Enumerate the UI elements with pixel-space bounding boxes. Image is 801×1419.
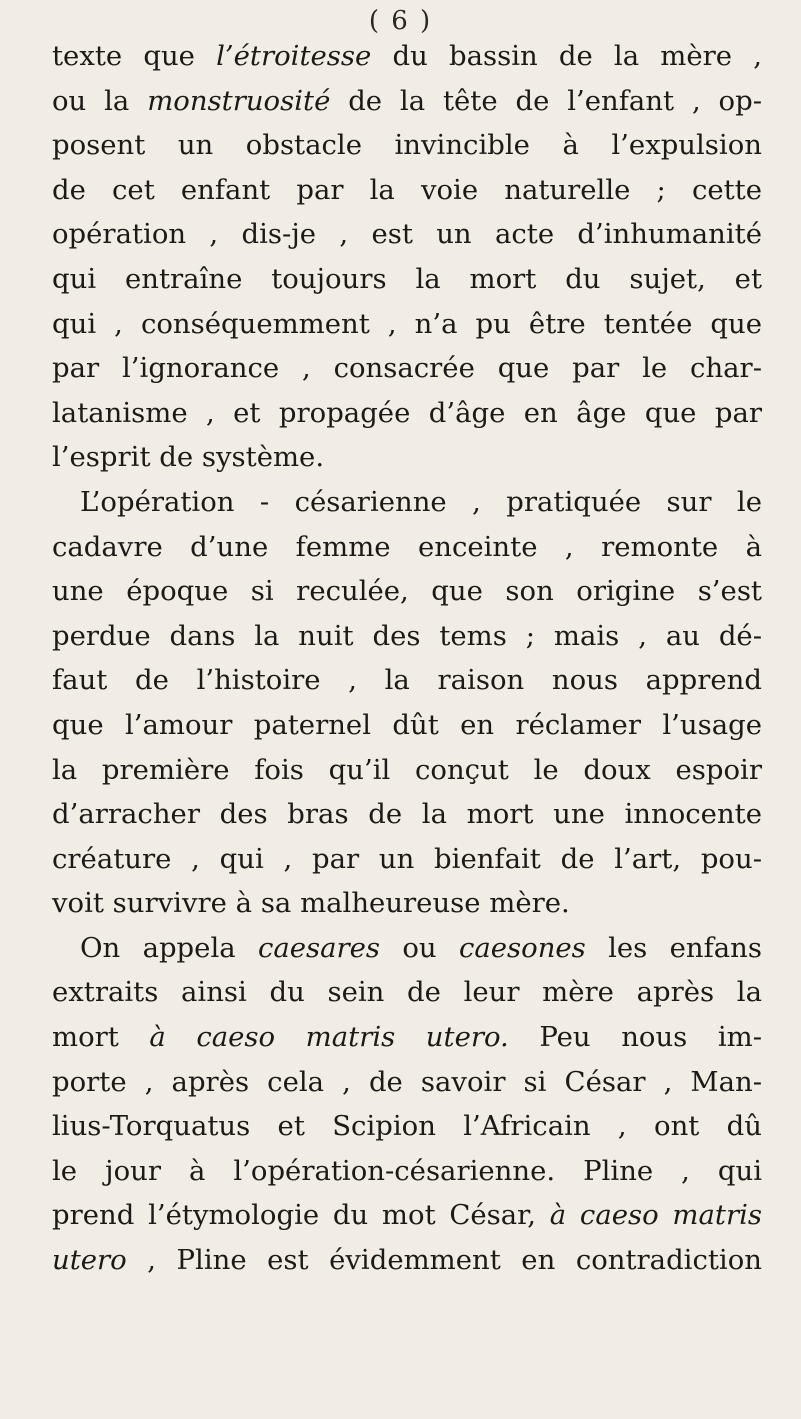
text-segment: de la tête de l’enfant , op- bbox=[330, 84, 762, 117]
italic-text: utero bbox=[52, 1244, 127, 1277]
text-segment: qui entraîne toujours la mort du sujet, et bbox=[52, 262, 762, 295]
text-segment: prend l’étymologie du mot César, bbox=[52, 1199, 550, 1232]
body-text bbox=[52, 34, 762, 1283]
text-segment: extraits ainsi du sein de leur mère après la bbox=[52, 976, 762, 1009]
text-segment: Peu nous im- bbox=[508, 1021, 763, 1054]
text-line bbox=[52, 346, 762, 391]
italic-text: monstruosité bbox=[147, 84, 331, 117]
text-segment: que l’amour paternel dût en réclamer l’usage bbox=[52, 708, 762, 741]
text-segment: cadavre d’une femme enceinte , remonte à bbox=[52, 530, 762, 563]
text-segment: de cet enfant par la voie naturelle ; cette bbox=[52, 173, 762, 206]
text-segment: mort bbox=[52, 1021, 150, 1054]
text-segment: latanisme , et propagée d’âge en âge que par bbox=[52, 396, 762, 429]
text-line bbox=[52, 748, 762, 793]
text-line bbox=[52, 525, 762, 570]
text-segment: L’opération - césarienne , pratiquée sur le bbox=[80, 485, 762, 518]
text-segment: faut de l’histoire , la raison nous apprend bbox=[52, 664, 762, 697]
text-segment: , Pline est évidemment en contradiction bbox=[126, 1244, 762, 1277]
italic-text: à caeso matris bbox=[549, 1199, 762, 1232]
text-line bbox=[52, 658, 762, 703]
text-segment: une époque si reculée, que son origine s’est bbox=[52, 575, 762, 608]
page-number: ( 6 ) bbox=[368, 6, 433, 36]
text-segment: voit survivre à sa malheureuse mère. bbox=[52, 887, 570, 920]
text-line bbox=[52, 1104, 762, 1149]
text-line bbox=[52, 168, 762, 213]
text-line bbox=[52, 391, 762, 436]
text-line bbox=[52, 703, 762, 748]
text-segment: perdue dans la nuit des tems ; mais , au dé- bbox=[52, 619, 762, 652]
text-line bbox=[52, 34, 762, 79]
text-segment: On appela bbox=[80, 931, 258, 964]
text-line bbox=[52, 837, 762, 882]
text-segment: opération , dis-je , est un acte d’inhumanité bbox=[52, 218, 762, 251]
text-line bbox=[52, 792, 762, 837]
text-line bbox=[52, 1193, 762, 1238]
text-segment: du bassin de la mère , bbox=[371, 40, 762, 72]
text-line bbox=[52, 212, 762, 257]
text-segment: ou la bbox=[52, 84, 148, 117]
text-segment: le jour à l’opération-césarienne. Pline , qui bbox=[52, 1154, 762, 1187]
text-segment: texte que bbox=[52, 40, 217, 72]
text-line bbox=[52, 926, 762, 971]
text-segment: lius-Torquatus et Scipion l’Africain , ont dû bbox=[52, 1110, 762, 1143]
text-segment: d’arracher des bras de la mort une innocente bbox=[52, 798, 762, 831]
text-line bbox=[52, 480, 762, 525]
text-line bbox=[52, 970, 762, 1015]
text-segment: qui , conséquemment , n’a pu être tentée que bbox=[52, 307, 762, 340]
text-segment: créature , qui , par un bienfait de l’art, pou- bbox=[52, 842, 762, 875]
italic-text: à caeso matris utero. bbox=[149, 1021, 509, 1054]
text-segment: la première fois qu’il conçut le doux espoir bbox=[52, 753, 762, 786]
italic-text: l’étroitesse bbox=[216, 40, 372, 72]
text-line bbox=[52, 1015, 762, 1060]
italic-text: caesares bbox=[257, 931, 381, 964]
text-line bbox=[52, 569, 762, 614]
text-line bbox=[52, 881, 762, 926]
text-line bbox=[52, 79, 762, 124]
text-line bbox=[52, 302, 762, 347]
text-segment: les enfans bbox=[585, 931, 762, 964]
text-segment: l’esprit de système. bbox=[52, 441, 325, 474]
text-line bbox=[52, 1149, 762, 1194]
text-line bbox=[52, 1060, 762, 1105]
text-segment: porte , après cela , de savoir si César , Man- bbox=[52, 1065, 762, 1098]
text-line bbox=[52, 123, 762, 168]
text-line bbox=[52, 257, 762, 302]
text-segment: posent un obstacle invincible à l’expulsion bbox=[52, 129, 762, 162]
text-segment: par l’ignorance , consacrée que par le char- bbox=[52, 352, 762, 385]
italic-text: caesones bbox=[458, 931, 586, 964]
text-segment: ou bbox=[380, 931, 459, 964]
text-line bbox=[52, 614, 762, 659]
text-line bbox=[52, 1238, 762, 1283]
text-line bbox=[52, 435, 762, 480]
